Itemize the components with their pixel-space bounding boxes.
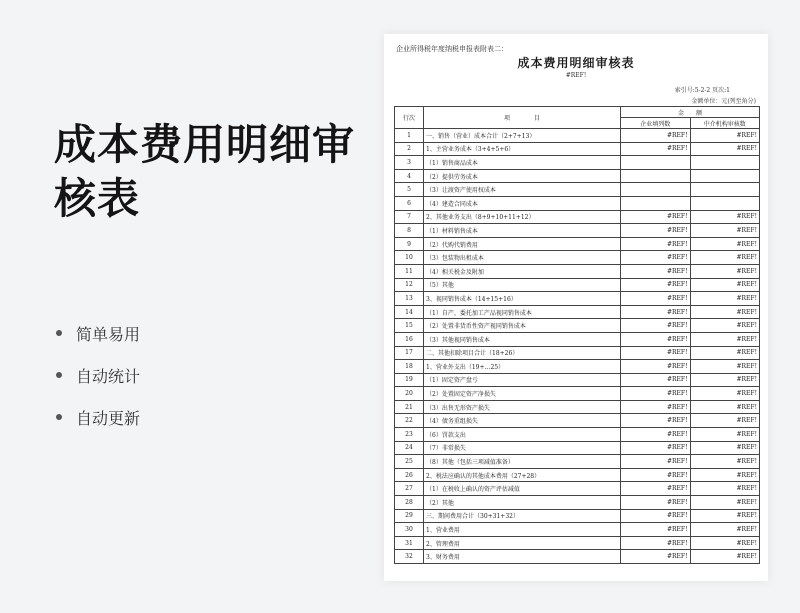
- feature-label: 自动更新: [76, 408, 141, 428]
- table-row: [395, 441, 760, 455]
- item-cell: （1）在税收上确认的资产评估减值: [424, 482, 621, 496]
- row-number-cell: 3: [395, 156, 424, 170]
- company-amount-cell: [621, 169, 691, 183]
- audit-amount-cell: #REF!: [690, 414, 760, 428]
- row-number-cell: 10: [395, 251, 424, 265]
- company-amount-cell: #REF!: [621, 373, 691, 387]
- audit-amount-cell: #REF!: [690, 319, 760, 333]
- item-cell: 二、其他扣除项目合计（18+26）: [424, 346, 621, 360]
- row-number-cell: 16: [395, 332, 424, 346]
- audit-amount-cell: #REF!: [690, 305, 760, 319]
- company-amount-cell: #REF!: [621, 305, 691, 319]
- appendix-label: 企业所得税年度纳税申报表附表二：: [396, 45, 508, 53]
- item-cell: 三、期间费用合计（30+31+32）: [424, 509, 621, 523]
- item-cell: （1）材料销售成本: [424, 224, 621, 238]
- bullet-icon: [56, 414, 62, 420]
- company-amount-cell: #REF!: [621, 210, 691, 224]
- feature-item: [56, 354, 140, 396]
- item-cell: 1、主营业务成本（3+4+5+6）: [424, 142, 621, 156]
- company-amount-cell: [621, 196, 691, 210]
- row-number-cell: 4: [395, 169, 424, 183]
- table-row: [395, 224, 760, 238]
- company-amount-cell: #REF!: [621, 414, 691, 428]
- row-number-cell: 15: [395, 319, 424, 333]
- item-cell: （2）提供劳务成本: [424, 169, 621, 183]
- table-row: [395, 183, 760, 197]
- table-row: [395, 332, 760, 346]
- audit-amount-cell: #REF!: [690, 536, 760, 550]
- document-title: 成本费用明细审核表: [517, 56, 635, 70]
- row-number-cell: 1: [395, 129, 424, 143]
- feature-item: [56, 312, 140, 354]
- row-number-cell: 14: [395, 305, 424, 319]
- company-amount-cell: #REF!: [621, 509, 691, 523]
- company-amount-cell: #REF!: [621, 346, 691, 360]
- row-number-cell: 9: [395, 237, 424, 251]
- company-amount-cell: #REF!: [621, 278, 691, 292]
- item-cell: （1）自产、委托加工产品视同销售成本: [424, 305, 621, 319]
- audit-amount-cell: #REF!: [690, 455, 760, 469]
- row-number-cell: 29: [395, 509, 424, 523]
- row-number-cell: 24: [395, 441, 424, 455]
- table-row: [395, 414, 760, 428]
- row-number-cell: 21: [395, 400, 424, 414]
- audit-amount-cell: #REF!: [690, 468, 760, 482]
- row-number-cell: 31: [395, 536, 424, 550]
- audit-amount-cell: #REF!: [690, 496, 760, 510]
- item-cell: （3）包装物出租成本: [424, 251, 621, 265]
- row-number-cell: 13: [395, 292, 424, 306]
- table-row: [395, 210, 760, 224]
- row-number-cell: 7: [395, 210, 424, 224]
- audit-amount-cell: #REF!: [690, 550, 760, 564]
- table-row: [395, 523, 760, 537]
- feature-list: [56, 312, 140, 438]
- audit-amount-cell: #REF!: [690, 237, 760, 251]
- table-row: [395, 129, 760, 143]
- row-number-cell: 2: [395, 142, 424, 156]
- row-number-cell: 22: [395, 414, 424, 428]
- audit-amount-cell: #REF!: [690, 346, 760, 360]
- table-row: [395, 346, 760, 360]
- audit-amount-cell: #REF!: [690, 129, 760, 143]
- item-cell: 2、管理费用: [424, 536, 621, 550]
- table-row: [395, 196, 760, 210]
- audit-amount-cell: #REF!: [690, 278, 760, 292]
- item-cell: （1）固定资产盘亏: [424, 373, 621, 387]
- table-row: [395, 319, 760, 333]
- row-number-cell: 5: [395, 183, 424, 197]
- table-row: [395, 373, 760, 387]
- audit-amount-cell: #REF!: [690, 428, 760, 442]
- table-row: [395, 292, 760, 306]
- item-cell: （3）让渡资产使用权成本: [424, 183, 621, 197]
- table-row: [395, 400, 760, 414]
- company-amount-cell: #REF!: [621, 523, 691, 537]
- audit-amount-cell: #REF!: [690, 387, 760, 401]
- row-number-cell: 23: [395, 428, 424, 442]
- table-row: [395, 237, 760, 251]
- company-amount-cell: #REF!: [621, 550, 691, 564]
- company-amount-cell: #REF!: [621, 332, 691, 346]
- audit-amount-cell: [690, 183, 760, 197]
- item-cell: （8）其他（包括三项减值准备）: [424, 455, 621, 469]
- company-amount-cell: #REF!: [621, 251, 691, 265]
- item-cell: 一、销售（营业）成本合计（2+7+13）: [424, 129, 621, 143]
- table-row: [395, 360, 760, 374]
- table-row: [395, 305, 760, 319]
- company-amount-cell: #REF!: [621, 468, 691, 482]
- row-number-cell: 12: [395, 278, 424, 292]
- header-row-no: 行次: [395, 107, 424, 129]
- item-cell: （3）其他视同销售成本: [424, 332, 621, 346]
- table-row: [395, 509, 760, 523]
- audit-amount-cell: #REF!: [690, 373, 760, 387]
- header-audit-amount: 中介机构审核数: [690, 118, 760, 129]
- header-item: 项 目: [424, 107, 621, 129]
- row-number-cell: 28: [395, 496, 424, 510]
- item-cell: 3、财务费用: [424, 550, 621, 564]
- cost-table: [394, 106, 760, 564]
- audit-amount-cell: #REF!: [690, 332, 760, 346]
- item-cell: 2、其他业务支出（8+9+10+11+12）: [424, 210, 621, 224]
- company-amount-cell: #REF!: [621, 292, 691, 306]
- item-cell: （1）销售商品成本: [424, 156, 621, 170]
- row-number-cell: 32: [395, 550, 424, 564]
- item-cell: （2）其他: [424, 496, 621, 510]
- company-amount-cell: #REF!: [621, 319, 691, 333]
- table-row: [395, 496, 760, 510]
- item-cell: 1、营业外支出（19+…25）: [424, 360, 621, 374]
- row-number-cell: 20: [395, 387, 424, 401]
- audit-amount-cell: #REF!: [690, 210, 760, 224]
- company-amount-cell: #REF!: [621, 441, 691, 455]
- table-row: [395, 455, 760, 469]
- company-amount-cell: #REF!: [621, 455, 691, 469]
- item-cell: （4）建造合同成本: [424, 196, 621, 210]
- table-row: [395, 278, 760, 292]
- company-amount-cell: [621, 183, 691, 197]
- audit-amount-cell: #REF!: [690, 441, 760, 455]
- header-company-amount: 企业填列数: [621, 118, 691, 129]
- table-row: [395, 156, 760, 170]
- table-row: [395, 169, 760, 183]
- row-number-cell: 11: [395, 264, 424, 278]
- audit-amount-cell: #REF!: [690, 264, 760, 278]
- item-cell: （3）出售无形资产损失: [424, 400, 621, 414]
- company-amount-cell: #REF!: [621, 482, 691, 496]
- table-row: [395, 251, 760, 265]
- company-amount-cell: #REF!: [621, 264, 691, 278]
- table-row: [395, 536, 760, 550]
- amount-unit: 金额单位：元(列至角分): [691, 98, 756, 105]
- audit-amount-cell: #REF!: [690, 482, 760, 496]
- company-amount-cell: #REF!: [621, 400, 691, 414]
- audit-amount-cell: #REF!: [690, 360, 760, 374]
- item-cell: （5）其他: [424, 278, 621, 292]
- bullet-icon: [56, 372, 62, 378]
- hero-title: 成本费用明细审核表: [54, 120, 356, 223]
- item-cell: 1、营业费用: [424, 523, 621, 537]
- item-cell: 3、视同销售成本（14+15+16）: [424, 292, 621, 306]
- company-amount-cell: #REF!: [621, 237, 691, 251]
- company-amount-cell: #REF!: [621, 129, 691, 143]
- ref-value: #REF!: [565, 72, 587, 79]
- audit-amount-cell: [690, 156, 760, 170]
- header-amount: 金 额: [621, 107, 760, 118]
- row-number-cell: 25: [395, 455, 424, 469]
- row-number-cell: 27: [395, 482, 424, 496]
- audit-amount-cell: #REF!: [690, 523, 760, 537]
- row-number-cell: 8: [395, 224, 424, 238]
- row-number-cell: 19: [395, 373, 424, 387]
- audit-amount-cell: #REF!: [690, 400, 760, 414]
- item-cell: （4）相关税金及附加: [424, 264, 621, 278]
- item-cell: （2）处置非货币性资产视同销售成本: [424, 319, 621, 333]
- row-number-cell: 18: [395, 360, 424, 374]
- feature-item: [56, 396, 140, 438]
- document-preview: [384, 34, 768, 581]
- row-number-cell: 6: [395, 196, 424, 210]
- company-amount-cell: #REF!: [621, 387, 691, 401]
- table-row: [395, 482, 760, 496]
- table-row: [395, 387, 760, 401]
- bullet-icon: [56, 330, 62, 336]
- audit-amount-cell: [690, 196, 760, 210]
- item-cell: （2）处置固定资产净损失: [424, 387, 621, 401]
- company-amount-cell: #REF!: [621, 536, 691, 550]
- item-cell: 2、税法应确认的其他成本费用（27+28）: [424, 468, 621, 482]
- company-amount-cell: [621, 156, 691, 170]
- table-body: [395, 129, 760, 564]
- item-cell: （2）代购代销费用: [424, 237, 621, 251]
- company-amount-cell: #REF!: [621, 142, 691, 156]
- feature-label: 自动统计: [76, 366, 141, 386]
- company-amount-cell: #REF!: [621, 496, 691, 510]
- table-row: [395, 468, 760, 482]
- company-amount-cell: #REF!: [621, 360, 691, 374]
- company-amount-cell: #REF!: [621, 428, 691, 442]
- item-cell: （7）非常损失: [424, 441, 621, 455]
- item-cell: （6）罚款支出: [424, 428, 621, 442]
- table-row: [395, 264, 760, 278]
- row-number-cell: 30: [395, 523, 424, 537]
- audit-amount-cell: #REF!: [690, 251, 760, 265]
- audit-amount-cell: #REF!: [690, 292, 760, 306]
- table-row: [395, 428, 760, 442]
- audit-amount-cell: #REF!: [690, 142, 760, 156]
- row-number-cell: 26: [395, 468, 424, 482]
- index-page-info: 索引号:5-2-2 页次:1: [674, 87, 730, 94]
- company-amount-cell: #REF!: [621, 224, 691, 238]
- audit-amount-cell: #REF!: [690, 224, 760, 238]
- table-row: [395, 550, 760, 564]
- audit-amount-cell: #REF!: [690, 509, 760, 523]
- audit-amount-cell: [690, 169, 760, 183]
- row-number-cell: 17: [395, 346, 424, 360]
- feature-label: 简单易用: [76, 324, 141, 344]
- item-cell: （4）债务重组损失: [424, 414, 621, 428]
- table-row: [395, 142, 760, 156]
